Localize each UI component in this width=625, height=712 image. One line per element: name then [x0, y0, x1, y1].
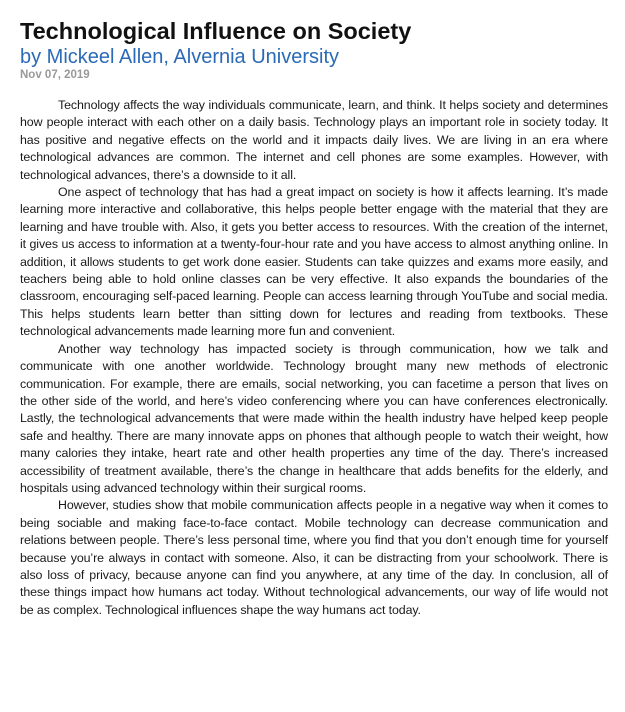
- article-title: Technological Influence on Society: [20, 18, 412, 44]
- article: [20, 16, 608, 619]
- article-date: Nov 07, 2019: [20, 69, 90, 81]
- article-byline[interactable]: by Mickeel Allen, Alvernia University: [20, 46, 340, 68]
- article-paragraph: However, studies show that mobile communication affects people in a negative way when it comes to being sociable and making face-to-face contact. Mobile technology can decrease communication and relations between people. There’s less personal time, where you find that you don’t enough time for yourself because you’re always in contact with someone. Also, it can be distracting from your schoolwork. There is also loss of privacy, because anyone can find you anywhere, at any time of the day. In conclusion, all of these things impact how humans act today. Without technological advancements, our way of life would not be as complex. Technological influences shape the way humans act today.: [20, 498, 608, 617]
- article-paragraph: Technology affects the way individuals communicate, learn, and think. It helps society and determines how people interact with each other on a daily basis. Technology plays an important role in society today. It has positive and negative effects on the world and it impacts daily lives. We are living in an era where technological advances are common. The internet and cell phones are some examples. However, with technological advances, there’s a downside to it all.: [20, 98, 608, 182]
- article-paragraph: One aspect of technology that has had a great impact on society is how it affects learning. It’s made learning more interactive and collaborative, this helps people better engage with the material that they are learning and have trouble with. Also, it gets you better access to resources. With the creation of the internet, it gives us access to information at a twenty-four-hour rate and you have access to almost anything online. In addition, it allows students to get work done easier. Students can take quizzes and exams more easily, and teachers being able to hold online classes can be very effective. It also expands the boundaries of the classroom, encouraging self-paced learning. People can access learning through YouTube and social media. This helps students learn better than sitting down for lectures and reading from textbooks. These technological advancements made learning more fun and convenient.: [20, 185, 608, 339]
- article-paragraph: Another way technology has impacted society is through communication, how we talk and communicate with one another worldwide. Technology brought many new methods of electronic communication. For example, there are emails, social networking, you can facetime a person that lives on the other side of the world, and here’s video conferencing where you can have conferences electronically. Lastly, the technological advancements that were made within the health industry have helped keep people safe and healthy. There are many innovate apps on phones that although people to watch their weight, how many calories they intake, heart rate and other health properties any time of the day. There’s increased accessibility of treatment available, there’s the change in healthcare that adds benefits for the elderly, and hospitals using advanced technology within their surgical rooms.: [20, 341, 608, 495]
